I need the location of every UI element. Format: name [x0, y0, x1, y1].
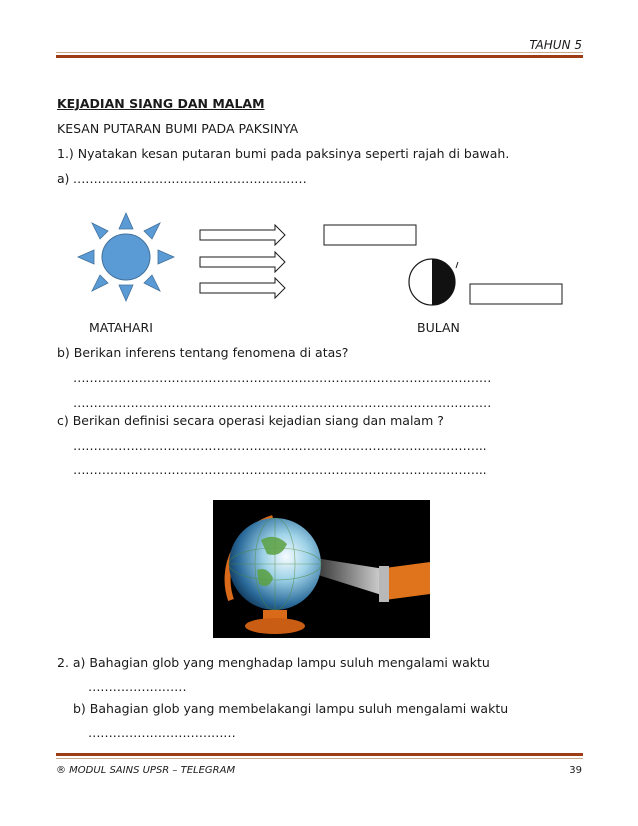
- footer-title: ® MODUL SAINS UPSR – TELEGRAM: [56, 765, 236, 776]
- question-1-prompt: 1.) Nyatakan kesan putaran bumi pada paksinya seperti rajah di bawah.: [57, 146, 510, 161]
- answer-box-bottom[interactable]: [470, 284, 562, 304]
- answer-box-top[interactable]: [324, 225, 416, 245]
- question-2a-prompt: 2. a) Bahagian glob yang menghadap lampu suluh mengalami waktu: [57, 655, 490, 670]
- question-1b-answer-line-2: …………………………………………………………………………………………: [73, 395, 492, 410]
- question-1c-prompt: c) Berikan definisi secara operasi kejadian siang dan malam ?: [57, 413, 444, 428]
- question-1a-answer-line: a) …………………………………………………: [57, 171, 307, 186]
- question-2a-answer-line: ……………………: [88, 679, 187, 694]
- question-1b-answer-line-1: …………………………………………………………………………………………: [73, 370, 492, 385]
- header-label: TAHUN 5: [529, 38, 582, 52]
- question-2b-answer-line: ………………………………: [88, 725, 236, 740]
- header-rule: [56, 55, 583, 58]
- question-1c-answer-line-1: ………………………………………………………………………………………..: [73, 438, 487, 453]
- section-subtitle: KESAN PUTARAN BUMI PADA PAKSINYA: [57, 121, 299, 136]
- footer-rule-thin: [56, 758, 583, 759]
- sun-label: MATAHARI: [89, 320, 153, 335]
- question-1c-answer-line-2: ………………………………………………………………………………………..: [73, 462, 487, 477]
- page-number: 39: [569, 765, 582, 776]
- moon-icon: [409, 259, 458, 305]
- section-title: KEJADIAN SIANG DAN MALAM: [57, 96, 265, 111]
- question-2b-prompt: b) Bahagian glob yang membelakangi lampu suluh mengalami waktu: [73, 701, 509, 716]
- arrow-icon: [200, 225, 285, 298]
- moon-label: BULAN: [417, 320, 460, 335]
- question-1b-prompt: b) Berikan inferens tentang fenomena di atas?: [57, 345, 349, 360]
- header-rule-thin: [56, 52, 583, 53]
- sun-icon: [78, 213, 174, 301]
- globe-torch-photo: [213, 500, 430, 638]
- footer-rule: [56, 753, 583, 756]
